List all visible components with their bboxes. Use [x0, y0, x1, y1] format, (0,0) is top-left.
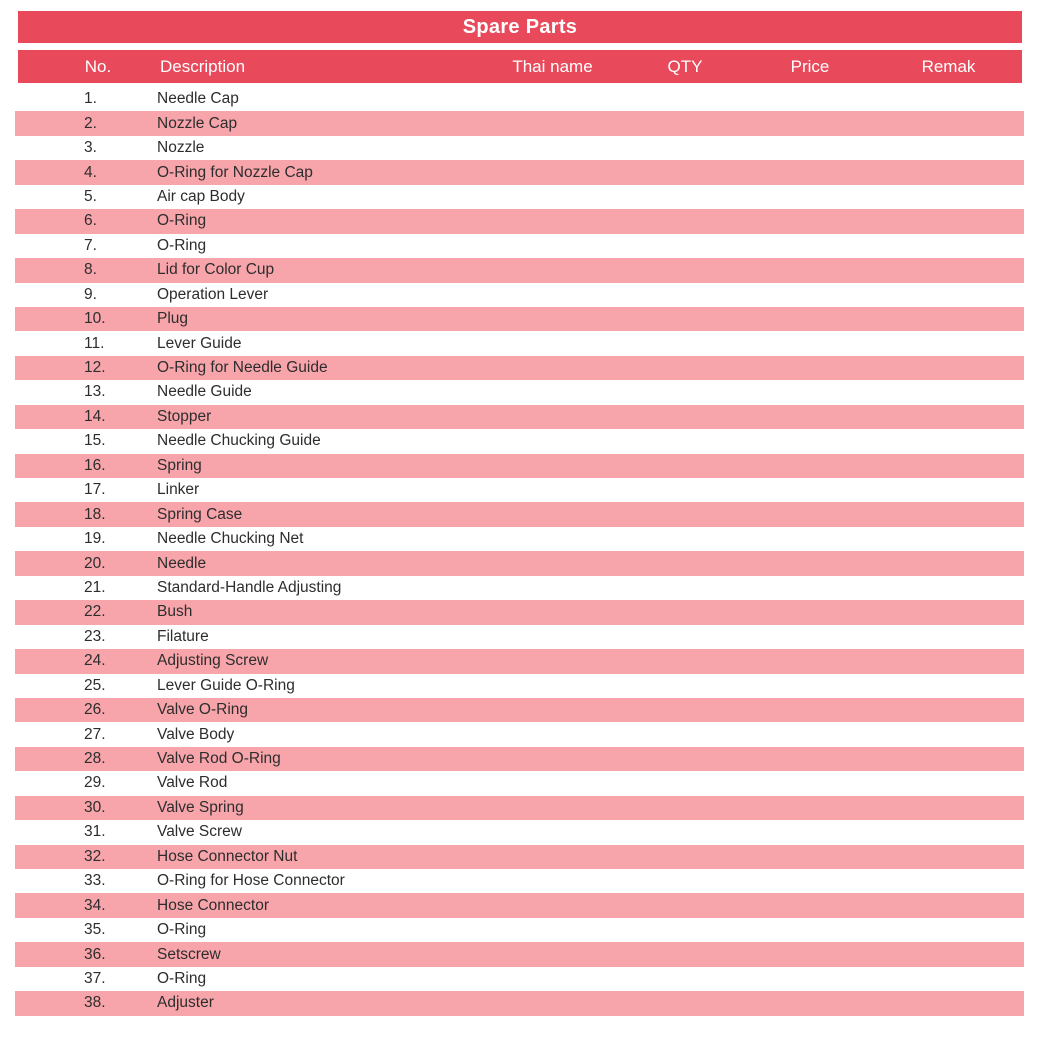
page-title: Spare Parts: [18, 11, 1022, 43]
row-description: Needle Cap: [157, 90, 239, 108]
table-row: [15, 576, 1024, 600]
row-number: 18.: [84, 505, 106, 523]
row-description: Filature: [157, 627, 209, 645]
row-number: 9.: [84, 285, 97, 303]
table-row: [15, 111, 1024, 135]
row-number: 6.: [84, 212, 97, 230]
table-row: [15, 649, 1024, 673]
table-row: [15, 356, 1024, 380]
column-header-thai-name: Thai name: [512, 56, 593, 76]
row-number: 38.: [84, 994, 106, 1012]
table-row: [15, 283, 1024, 307]
table-row: [15, 991, 1024, 1015]
column-header-description: Description: [160, 56, 246, 76]
row-number: 8.: [84, 261, 97, 279]
row-number: 36.: [84, 945, 106, 963]
row-description: O-Ring: [157, 921, 207, 939]
table-row: [15, 527, 1024, 551]
row-description: Operation Lever: [157, 285, 269, 303]
row-number: 23.: [84, 627, 106, 645]
row-description: Valve Body: [157, 725, 235, 743]
column-header-remak: Remak: [921, 56, 976, 76]
table-row: [15, 674, 1024, 698]
row-description: O-Ring for Nozzle Cap: [157, 163, 313, 181]
row-description: Spring Case: [157, 505, 243, 523]
table-row: [15, 87, 1024, 111]
row-number: 14.: [84, 407, 106, 425]
row-description: Adjuster: [157, 994, 214, 1012]
table-row: [15, 820, 1024, 844]
table-row: [15, 331, 1024, 355]
row-number: 25.: [84, 676, 106, 694]
table-row: [15, 918, 1024, 942]
row-description: Nozzle Cap: [157, 114, 238, 132]
row-description: Spring: [157, 456, 202, 474]
row-description: Plug: [157, 310, 189, 328]
table-row: [15, 160, 1024, 184]
row-description: O-Ring: [157, 969, 207, 987]
row-number: 11.: [84, 334, 105, 352]
table-row: [15, 600, 1024, 624]
table-row: [15, 967, 1024, 991]
column-header-price: Price: [790, 56, 830, 76]
table-row: [15, 625, 1024, 649]
row-number: 7.: [84, 236, 97, 254]
table-row: [15, 185, 1024, 209]
row-description: Linker: [157, 481, 200, 499]
table-header: [18, 50, 1022, 83]
column-header-no: No.: [84, 56, 112, 76]
row-number: 17.: [84, 481, 106, 499]
row-description: Needle: [157, 554, 207, 572]
row-description: Air cap Body: [157, 187, 245, 205]
row-number: 13.: [84, 383, 106, 401]
table-row: [15, 478, 1024, 502]
table-row: [15, 893, 1024, 917]
table-row: [15, 136, 1024, 160]
row-description: Needle Chucking Net: [157, 530, 304, 548]
row-description: Valve Screw: [157, 823, 242, 841]
table-row: [15, 502, 1024, 526]
row-description: Setscrew: [157, 945, 221, 963]
row-description: Lever Guide: [157, 334, 242, 352]
row-number: 35.: [84, 921, 106, 939]
table-row: [15, 845, 1024, 869]
row-number: 3.: [84, 139, 97, 157]
table-row: [15, 698, 1024, 722]
table-row: [15, 747, 1024, 771]
row-number: 20.: [84, 554, 106, 572]
row-number: 32.: [84, 847, 106, 865]
table-row: [15, 796, 1024, 820]
row-number: 34.: [84, 896, 106, 914]
row-description: Valve Rod: [157, 774, 228, 792]
row-number: 30.: [84, 798, 106, 816]
row-number: 31.: [84, 823, 106, 841]
row-description: O-Ring: [157, 236, 207, 254]
row-number: 28.: [84, 750, 106, 768]
row-description: Valve Spring: [157, 798, 244, 816]
table-row: [15, 454, 1024, 478]
row-number: 15.: [84, 432, 106, 450]
table-row: [15, 771, 1024, 795]
row-number: 1.: [84, 90, 97, 108]
row-number: 27.: [84, 725, 106, 743]
row-number: 26.: [84, 701, 106, 719]
row-description: Valve O-Ring: [157, 701, 249, 719]
table-row: [15, 429, 1024, 453]
row-description: Adjusting Screw: [157, 652, 269, 670]
row-number: 12.: [84, 359, 106, 377]
row-number: 37.: [84, 969, 106, 987]
row-number: 29.: [84, 774, 106, 792]
row-description: Hose Connector: [157, 896, 270, 914]
row-number: 2.: [84, 114, 97, 132]
row-description: Needle Guide: [157, 383, 252, 401]
row-description: Bush: [157, 603, 193, 621]
row-number: 21.: [84, 578, 106, 596]
row-description: Nozzle: [157, 139, 205, 157]
table-row: [15, 234, 1024, 258]
column-header-qty: QTY: [667, 56, 703, 76]
table-body: [15, 87, 1024, 1016]
row-description: O-Ring: [157, 212, 207, 230]
row-description: Valve Rod O-Ring: [157, 750, 281, 768]
row-description: Lid for Color Cup: [157, 261, 275, 279]
row-description: O-Ring for Hose Connector: [157, 872, 345, 890]
row-number: 19.: [84, 530, 106, 548]
table-row: [15, 380, 1024, 404]
row-description: Needle Chucking Guide: [157, 432, 321, 450]
table-row: [15, 209, 1024, 233]
table-row: [15, 307, 1024, 331]
row-number: 16.: [84, 456, 106, 474]
row-number: 33.: [84, 872, 106, 890]
row-description: Lever Guide O-Ring: [157, 676, 295, 694]
row-number: 22.: [84, 603, 106, 621]
row-number: 4.: [84, 163, 97, 181]
table-row: [15, 405, 1024, 429]
row-description: O-Ring for Needle Guide: [157, 359, 328, 377]
table-row: [15, 722, 1024, 746]
table-row: [15, 258, 1024, 282]
row-description: Standard-Handle Adjusting: [157, 578, 342, 596]
row-number: 10.: [84, 310, 106, 328]
row-number: 5.: [84, 187, 97, 205]
table-row: [15, 869, 1024, 893]
row-description: Hose Connector Nut: [157, 847, 298, 865]
table-row: [15, 942, 1024, 966]
row-number: 24.: [84, 652, 106, 670]
table-row: [15, 551, 1024, 575]
row-description: Stopper: [157, 407, 212, 425]
